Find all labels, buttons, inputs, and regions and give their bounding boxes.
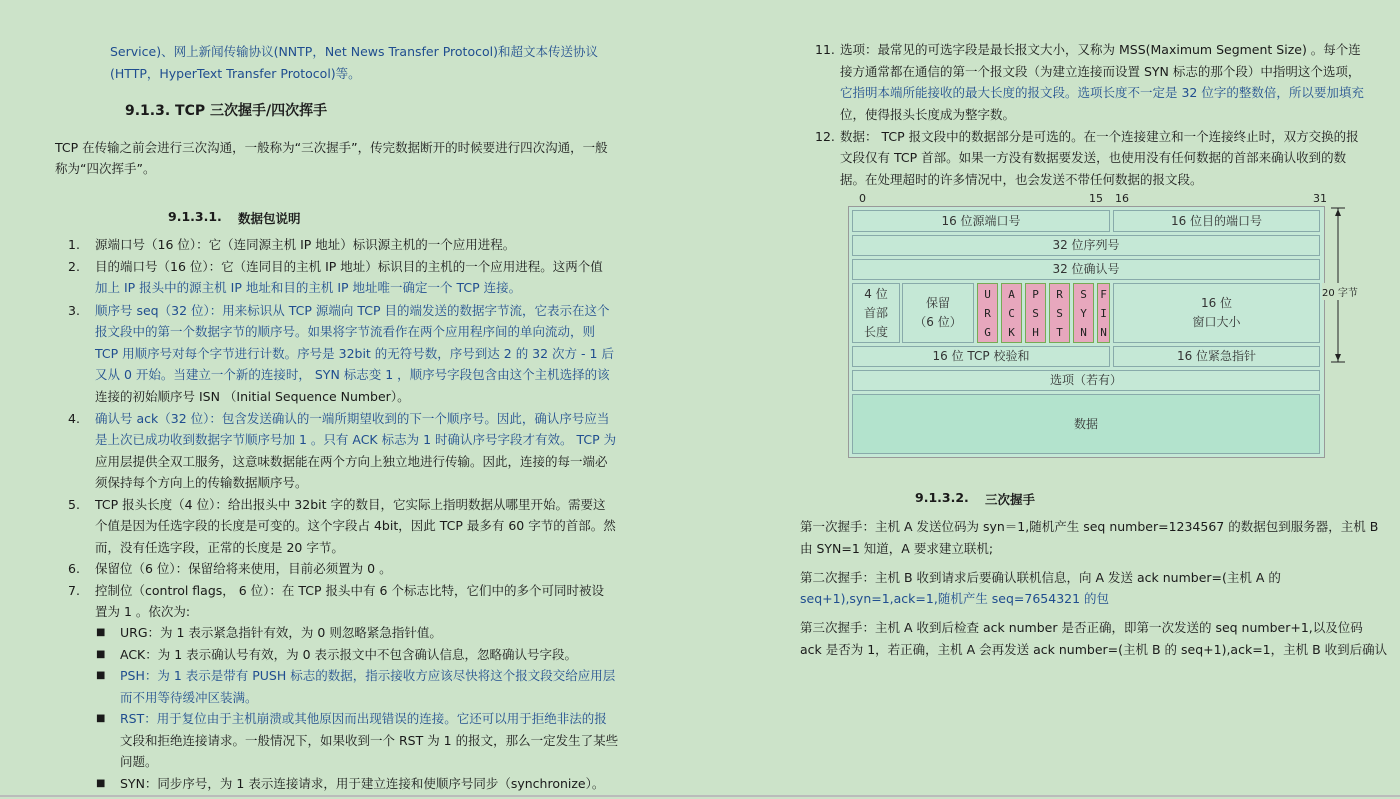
options-field: 选项（若有） — [852, 370, 1320, 391]
handshake-3-line: ack 是否为 1，若正确，主机 A 会再发送 ack number=(主机 B 的 seq+1),ack=1，主机 B 收到后确认 — [800, 642, 1388, 657]
flag-letter: U — [984, 287, 991, 301]
list-item-line: 据。在处理超时的许多情况中，也会发送不带任何数据的报文段。 — [840, 172, 1203, 187]
list-number: 5. — [68, 497, 80, 512]
list-item-line: 目的端口号（16 位）：它（连同目的主机 IP 地址）标识目的主机的一个应用进程。这两个值 — [95, 259, 603, 274]
list-number: 1. — [68, 237, 80, 252]
list-number: 4. — [68, 411, 80, 426]
bit-tick-15: 15 — [1089, 192, 1103, 205]
dst-port-field: 16 位目的端口号 — [1113, 210, 1320, 232]
list-number: 2. — [68, 259, 80, 274]
bit-tick-31: 31 — [1313, 192, 1327, 205]
bullet-marker: ■ — [96, 713, 106, 724]
list-number: 12. — [815, 129, 835, 144]
list-item-line: 控制位（control flags， 6 位）：在 TCP 报头中有 6 个标志比特，它们中的多个可同时被设 — [95, 583, 604, 598]
list-item-line: 应用层提供全双工服务，这意味数据能在两个方向上独立地进行传输。因此，连接的每一端必 — [95, 454, 608, 469]
intro-para-line-2: 称为“四次挥手”。 — [55, 161, 156, 176]
flag-letter: R — [1056, 287, 1063, 301]
header-length-field — [852, 283, 900, 343]
subsection-number-9131: 9.1.3.1. — [168, 209, 222, 224]
flag-psh — [1025, 283, 1046, 343]
list-item-line: 顺序号 seq（32 位）：用来标识从 TCP 源端向 TCP 目的端发送的数据字节流，它表示在这个 — [95, 303, 610, 318]
flag-letter: S — [1056, 306, 1063, 320]
bullet-line: ACK：为 1 表示确认号有效，为 0 表示报文中不包含确认信息，忽略确认号字段。 — [120, 647, 578, 662]
flag-letter: N — [1080, 325, 1087, 339]
bullet-line: PSH：为 1 表示是带有 PUSH 标志的数据，指示接收方应该尽快将这个报文段交给应用层 — [120, 668, 616, 683]
flag-letter: S — [1080, 287, 1087, 301]
list-item-line: 又从 0 开始。当建立一个新的连接时， SYN 标志变 1 ，顺序号字段包含由这个主机选择的该 — [95, 367, 610, 382]
bullet-line: 文段和拒绝连接请求。一般情况下，如果收到一个 RST 为 1 的报文，那么一定发生了某些 — [120, 733, 619, 748]
handshake-1-line: 第一次握手：主机 A 发送位码为 syn＝1,随机产生 seq number=1234567 的数据包到服务器，主机 B — [800, 519, 1379, 534]
flag-letter: G — [984, 325, 991, 339]
window-size-line: 窗口大小 — [1192, 315, 1241, 329]
src-port-field: 16 位源端口号 — [852, 210, 1110, 232]
bullet-marker: ■ — [96, 649, 106, 660]
flag-letter: R — [984, 306, 991, 320]
bullet-line: 而不用等待缓冲区装满。 — [120, 690, 258, 705]
list-item-line: 数据： TCP 报文段中的数据部分是可选的。在一个连接建立和一个连接终止时，双方交换的报 — [840, 129, 1359, 144]
list-item-line: TCP 用顺序号对每个字节进行计数。序号是 32bit 的无符号数，序号到达 2 的 32 次方 - 1 后 — [95, 346, 614, 361]
list-item-line: 个值是因为任选字段的长度是可变的。这个字段占 4bit，因此 TCP 最多有 60 字节的首部。然 — [95, 518, 616, 533]
subsection-title-9132: 三次握手 — [985, 492, 1036, 507]
bullet-marker: ■ — [96, 670, 106, 681]
window-size-field — [1113, 283, 1320, 343]
bullet-marker: ■ — [96, 778, 106, 789]
intro-line-2: (HTTP，HyperText Transfer Protocol)等。 — [110, 66, 361, 81]
header-length-line: 首部 — [863, 305, 888, 320]
list-number: 7. — [68, 583, 80, 598]
bullet-line: 问题。 — [120, 754, 158, 769]
section-heading-913: 9.1.3. TCP 三次握手/四次挥手 — [125, 103, 328, 119]
flag-letter: F — [1100, 287, 1107, 301]
flag-letter: K — [1008, 325, 1015, 339]
list-item-line: 而，没有任选字段，正常的长度是 20 字节。 — [95, 540, 344, 555]
bullet-line: SYN：同步序号，为 1 表示连接请求，用于建立连接和使顺序号同步（synchronize）。 — [120, 776, 605, 791]
header-size-label: 20 字节 — [1322, 283, 1358, 300]
bullet-line: RST：用于复位由于主机崩溃或其他原因而出现错误的连接。它还可以用于拒绝非法的报 — [120, 711, 607, 726]
subsection-number-9132: 9.1.3.2. — [915, 490, 969, 505]
flag-letter: C — [1008, 306, 1015, 320]
checksum-field: 16 位 TCP 校验和 — [852, 346, 1110, 367]
intro-para-line-1: TCP 在传输之前会进行三次沟通，一般称为“三次握手”，传完数据断开的时候要进行四次沟通，一般 — [55, 140, 608, 155]
flag-letter: T — [1056, 325, 1063, 339]
handshake-2-line: seq+1),syn=1,ack=1,随机产生 seq=7654321 的包 — [800, 591, 1110, 606]
header-length-line: 长度 — [863, 324, 888, 339]
list-item-line: 确认号 ack（32 位）：包含发送确认的一端所期望收到的下一个顺序号。因此，确认序号应当 — [95, 411, 610, 426]
bullet-line: URG：为 1 表示紧急指针有效，为 0 则忽略紧急指针值。 — [120, 625, 442, 640]
ack-field: 32 位确认号 — [852, 259, 1320, 280]
flag-letter: N — [1100, 325, 1107, 339]
handshake-2-line: 第二次握手：主机 B 收到请求后要确认联机信息，向 A 发送 ack number=(主机 A 的 — [800, 570, 1281, 585]
window-size-line: 16 位 — [1200, 296, 1233, 310]
flag-syn — [1073, 283, 1094, 343]
page-bottom-divider — [0, 795, 1400, 797]
list-item-line: 置为 1 。依次为: — [95, 604, 191, 619]
list-number: 11. — [815, 42, 835, 57]
list-item-line: 源端口号（16 位）：它（连同源主机 IP 地址）标识源主机的一个应用进程。 — [95, 237, 516, 252]
flag-rst — [1049, 283, 1070, 343]
data-field: 数据 — [852, 394, 1320, 454]
tcp-header-diagram — [848, 206, 1325, 458]
list-item-line: 选项：最常见的可选字段是最长报文大小，又称为 MSS(Maximum Segment Size) 。每个连 — [840, 42, 1361, 57]
bit-tick-16: 16 — [1115, 192, 1129, 205]
list-item-line: 报文段中的第一个数据字节的顺序号。如果将字节流看作在两个应用程序间的单向流动，则 — [95, 324, 596, 339]
list-item-line: 须保持每个方向上的传输数据顺序号。 — [95, 475, 308, 490]
flag-letter: P — [1032, 287, 1039, 301]
list-item-line: 位，使得报头长度成为整字数。 — [840, 107, 1016, 122]
bullet-marker: ■ — [96, 627, 106, 638]
list-item-line: 文段仅有 TCP 首部。如果一方没有数据要发送，也使用没有任何数据的首部来确认收到的数 — [840, 150, 1347, 165]
flag-letter: Y — [1080, 306, 1087, 320]
seq-field: 32 位序列号 — [852, 235, 1320, 256]
flag-letter: S — [1032, 306, 1039, 320]
list-item-line: 是上次已成功收到数据字节顺序号加 1 。只有 ACK 标志为 1 时确认序号字段才有效。 TCP 为 — [95, 432, 617, 447]
handshake-3-line: 第三次握手：主机 A 收到后检查 ack number 是否正确，即第一次发送的 seq number+1,以及位码 — [800, 620, 1363, 635]
flag-ack — [1001, 283, 1022, 343]
list-number: 6. — [68, 561, 80, 576]
flag-urg — [977, 283, 998, 343]
list-item-line: 加上 IP 报头中的源主机 IP 地址和目的主机 IP 地址唯一确定一个 TCP 连接。 — [95, 280, 522, 295]
bit-tick-0: 0 — [859, 192, 866, 205]
intro-line-1: Service)、网上新闻传输协议(NNTP，Net News Transfer Protocol)和超文本传送协议 — [110, 44, 598, 59]
flag-letter: H — [1032, 325, 1039, 339]
reserved-line: 保留 — [925, 296, 950, 310]
list-item-line: TCP 报头长度（4 位）：给出报头中 32bit 字的数目，它实际上指明数据从哪里开始。需要这 — [95, 497, 606, 512]
list-item-line: 连接的初始顺序号 ISN （Initial Sequence Number）。 — [95, 389, 410, 404]
flag-letter: I — [1100, 306, 1107, 320]
list-item-line: 它指明本端所能接收的最大长度的报文段。选项长度不一定是 32 位字的整数倍，所以要加填充 — [840, 85, 1364, 100]
list-item-line: 保留位（6 位）：保留给将来使用，目前必须置为 0 。 — [95, 561, 392, 576]
header-length-line: 4 位 — [864, 286, 888, 301]
subsection-title-9131: 数据包说明 — [238, 211, 301, 226]
reserved-field — [902, 283, 974, 343]
urgent-pointer-field: 16 位紧急指针 — [1113, 346, 1320, 367]
flag-letter: A — [1008, 287, 1015, 301]
handshake-1-line: 由 SYN=1 知道，A 要求建立联机; — [800, 541, 994, 556]
reserved-line: （6 位） — [914, 315, 962, 329]
flag-fin — [1097, 283, 1110, 343]
list-item-line: 接方通常都在通信的第一个报文段（为建立连接而设置 SYN 标志的那个段）中指明这个选项， — [840, 64, 1361, 79]
list-number: 3. — [68, 303, 80, 318]
